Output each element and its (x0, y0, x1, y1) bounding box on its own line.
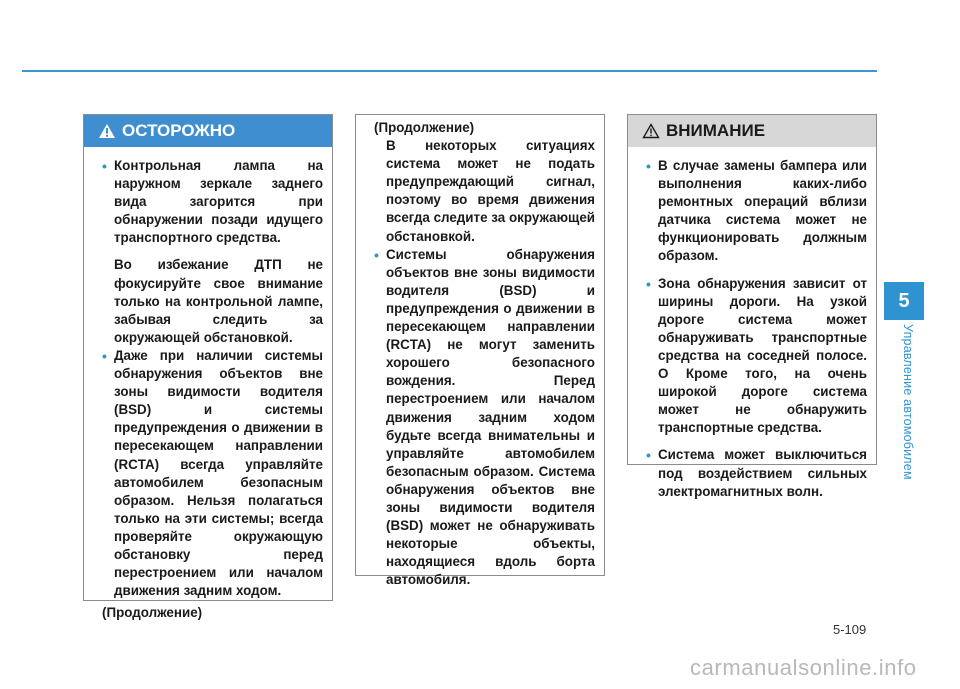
continued-heading: (Продолжение) (374, 120, 475, 135)
warning-title: ОСТОРОЖНО (122, 121, 236, 140)
header-rule (22, 70, 877, 72)
watermark: carmanualsonline.info (690, 655, 917, 680)
caution-box (627, 114, 877, 499)
warning-box (83, 114, 333, 621)
warning-bullet-text: Даже при наличии системы обнаружения объектов вне зоны видимости водителя (BSD) и системы предупреждения о движении в пересекающем направлении (RCTA) всегда управляйте автомобилем безопасным образом. Нельзя полагаться только на эти системы; всегда проверяйте окружающую обстановку перед перестроением или началом движения задним ходом. (114, 347, 323, 599)
bullet-icon: • (102, 347, 107, 364)
list-item (102, 347, 323, 600)
caution-header (628, 115, 876, 147)
continued-content (356, 115, 604, 589)
list-item (646, 446, 867, 500)
chapter-title: Управление автомобилем (901, 324, 915, 480)
warning-content (84, 147, 332, 622)
continued-note: (Продолжение) (102, 605, 203, 621)
continued-box (355, 114, 605, 588)
list-item (374, 246, 595, 590)
caution-title: ВНИМАНИЕ (666, 121, 766, 140)
caution-bullet-text: В случае замены бампера или выполнения каких-либо ремонтных операций вблизи датчика система может не функционировать должным образом. (658, 158, 867, 264)
warning-bullet-followup: Во избежание ДТП не фокусируйте свое внимание только на контрольной лампе, забывая следить за окружающей обстановкой. (114, 257, 323, 345)
page-number: 5-109 (833, 622, 867, 637)
chapter-tab: 5 (884, 282, 924, 320)
bullet-icon: • (646, 447, 651, 464)
bullet-icon: • (646, 275, 651, 292)
warning-triangle-icon (98, 123, 116, 139)
list-item (102, 157, 323, 247)
caution-triangle-icon (642, 123, 660, 139)
caution-content (628, 147, 876, 501)
bullet-icon: • (374, 246, 379, 263)
bullet-icon: • (646, 158, 651, 174)
bullet-icon: • (102, 158, 107, 174)
list-item (646, 275, 867, 438)
continued-intro: В некоторых ситуациях система может не подать предупреждающий сигнал, поэтому во время движения всегда следите за окружающей обстановкой. (386, 138, 595, 244)
caution-bullet-text: Зона обнаружения зависит от ширины дороги. На узкой дороге система может обнаруживать транспортные средства на соседней полосе. О Кроме того, на очень широкой дороге система может не обнаружить транспортные средства. (658, 275, 867, 436)
caution-bullet-text: Система может выключиться под воздействием сильных электромагнитных волн. (658, 447, 867, 499)
warning-bullet-text: Контрольная лампа на наружном зеркале заднего вида загорится при обнаружении позади идущего транспортного средства. (114, 158, 323, 246)
continued-bullet-text: Системы обнаружения объектов вне зоны видимости водителя (BSD) и предупреждения о движении в пересекающем направлении (RCTA) не могут заменить хорошего безопасного вождения. Перед перестроением или началом движения задним ходом будьте всегда внимательны и управляйте автомобилем безопасным образом. Система обнаружения объектов вне зоны видимости водителя (BSD) может не обнаруживать некоторые объекты, находящиеся вдоль борта автомобиля. (386, 246, 595, 588)
warning-header (84, 115, 332, 147)
list-item (646, 157, 867, 266)
